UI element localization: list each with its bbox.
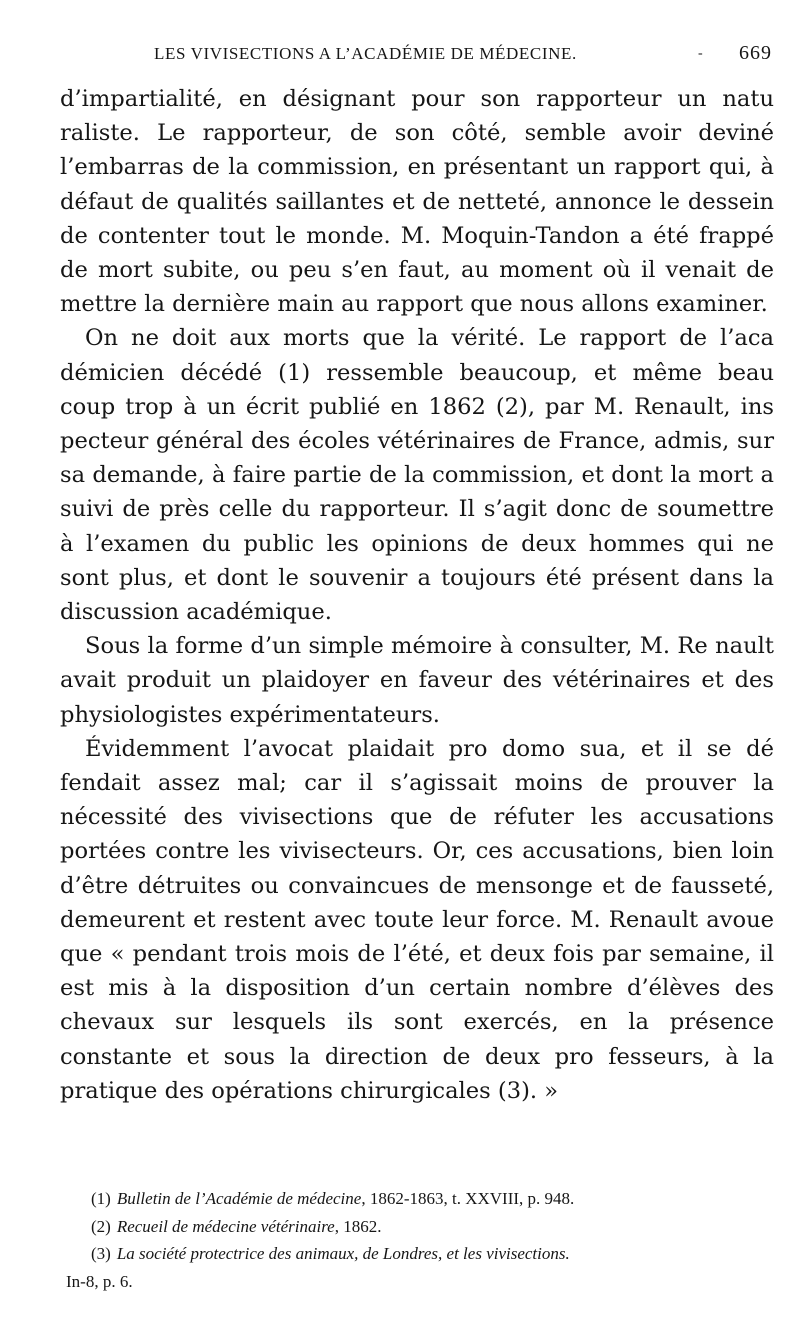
text-line: M. Renault avoue que « pendant trois mois de l’été, et deux xyxy=(60,906,775,968)
text-line: On ne doit aux morts que la vérité. Le rapport de l’aca xyxy=(85,325,774,352)
text-line: nécessité des vivisections que de réfuter les accusations xyxy=(60,804,774,831)
text-line: qui, à défaut de qualités saillantes et de netteté, annonce xyxy=(60,154,774,215)
text-line: en la présence constante et sous la direction de deux pro xyxy=(60,1009,774,1070)
text-line: fois par semaine, il est mis à la disposition d’un certain xyxy=(60,941,774,1002)
footnotes xyxy=(66,1185,776,1295)
footnote-mark: (3) xyxy=(91,1244,111,1263)
running-head xyxy=(120,40,772,70)
footnote-detail: 1862-1863, t. XXVIII, p. 948. xyxy=(369,1189,575,1208)
text-line: portées contre les vivisecteurs. Or, ces accusations, bien xyxy=(60,838,732,865)
footnote-detail: 1862. xyxy=(343,1216,382,1236)
text-line: a été frappé de mort subite, ou peu s’en faut, au moment xyxy=(60,222,774,284)
footnote-source: La société protectrice des animaux, de Londres, et les vivisections. xyxy=(116,1244,570,1263)
text-line: le dessein de contenter tout le monde. M. Moquin-Tandon xyxy=(60,188,775,249)
text-line: allons examiner. xyxy=(581,291,768,318)
text-line: l’embarras de la commission, en présentant un rapport xyxy=(60,154,709,181)
text-line: la mort a suivi de près celle du rapporteur. Il s’agit donc xyxy=(60,462,774,523)
text-line: sur sa demande, à faire partie de la commission, et dont xyxy=(60,428,774,489)
text-line: fendait assez mal; car il s’agissait moins de prouver la xyxy=(60,770,774,797)
paragraph-2 xyxy=(60,321,774,629)
text-line: démicien décédé (1) ressemble beaucoup, et même beau xyxy=(60,359,774,386)
text-line: Évidemment l’avocat plaidait pro domo sua, et il se dé xyxy=(85,735,774,762)
text-line: de soumettre à l’examen du public les opinions de deux xyxy=(60,496,775,557)
footnote-source: Bulletin de l’Académie de médecine xyxy=(116,1189,362,1208)
footnote-3 xyxy=(66,1240,776,1268)
running-head-separator: - xyxy=(698,46,703,61)
footnote-1 xyxy=(66,1185,776,1213)
text-line: hommes qui ne sont plus, et dont le souvenir a toujours été xyxy=(60,530,774,591)
running-title: LES VIVISECTIONS A L’ACADÉMIE DE MÉDECINE. xyxy=(154,44,577,63)
text-line: où il venait de mettre la dernière main au rapport que nous xyxy=(60,257,774,318)
text-line: fesseurs, à la pratique des opérations chirurgicales (3). » xyxy=(60,1043,775,1104)
text-line: présent dans la discussion académique. xyxy=(60,564,774,626)
text-line: nombre d’élèves des chevaux sur lesquels ils sont exercés, xyxy=(60,975,774,1036)
text-line: d’impartialité, en désignant pour son rapporteur un natu xyxy=(60,86,774,112)
footnote-3-continuation: In-8, p. 6. xyxy=(66,1271,133,1291)
text-line: Sous la forme d’un simple mémoire à consulter, M. Re xyxy=(85,633,708,660)
paragraph-4 xyxy=(60,732,774,1108)
text-line: coup trop à un écrit publié en 1862 (2), par M. Renault, ins xyxy=(60,393,774,420)
text-line: nault avait produit un plaidoyer en faveur des vétérinaires xyxy=(60,633,774,694)
paragraph-1 xyxy=(60,82,774,321)
body-text xyxy=(60,82,774,1108)
footnote-separator: , xyxy=(334,1216,339,1236)
text-line: loin d’être détruites ou convaincues de mensonge et de xyxy=(60,838,774,899)
footnote-separator: , xyxy=(361,1189,366,1208)
footnote-source: Recueil de médecine vétérinaire xyxy=(116,1216,335,1236)
footnote-mark: (1) xyxy=(91,1189,111,1208)
footnote-mark: (2) xyxy=(91,1216,111,1236)
text-line: fausseté, demeurent et restent avec toute leur force. xyxy=(60,872,774,933)
paragraph-3 xyxy=(60,629,774,732)
page-number: 669 xyxy=(739,42,772,64)
footnote-2 xyxy=(66,1213,776,1241)
text-line: raliste. Le rapporteur, de son côté, semble avoir deviné xyxy=(60,120,774,147)
text-line: pecteur général des écoles vétérinaires de France, admis, xyxy=(60,428,738,455)
text-line: et des physiologistes expérimentateurs. xyxy=(60,667,775,728)
